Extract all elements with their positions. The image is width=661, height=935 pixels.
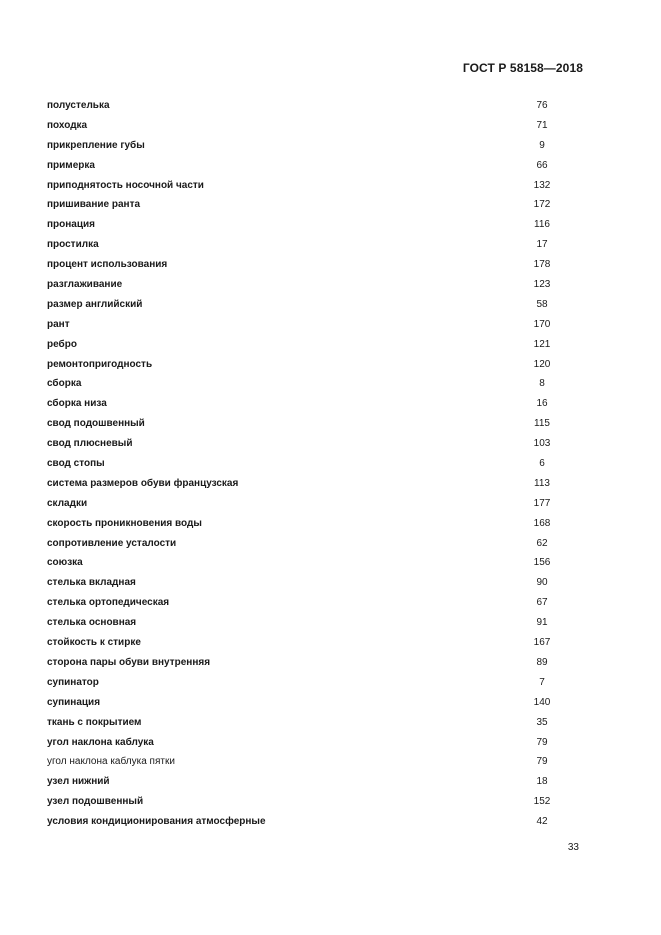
index-page-ref: 76 — [536, 100, 548, 111]
page-number: 33 — [567, 842, 579, 853]
index-page-ref: 120 — [533, 358, 551, 370]
index-term: условия кондиционирования атмосферные — [47, 816, 266, 828]
index-entry — [47, 792, 557, 812]
index-term: сборка — [47, 378, 82, 390]
index-term: угол наклона каблука пятки — [47, 756, 175, 768]
document-header: ГОСТ Р 58158—2018 — [462, 61, 583, 75]
index-entry — [47, 394, 557, 414]
index-entry — [47, 713, 557, 733]
index-entry — [47, 116, 557, 136]
index-entry — [47, 772, 557, 792]
index-page-ref: 17 — [536, 239, 548, 251]
index-entry — [47, 534, 557, 554]
index-entry — [47, 633, 557, 653]
index-page-ref: 42 — [536, 816, 548, 828]
index-term: примерка — [47, 159, 95, 171]
index-page-ref: 152 — [533, 796, 551, 808]
index-page-ref: 168 — [533, 517, 551, 529]
index-page-ref: 91 — [536, 617, 548, 629]
index-page-ref: 140 — [533, 696, 551, 708]
index-page-ref: 67 — [536, 597, 548, 609]
index-page-ref: 58 — [536, 298, 548, 310]
index-page-ref: 178 — [533, 259, 551, 271]
index-term: складки — [47, 497, 88, 509]
index-entry — [47, 315, 557, 335]
index-term: узел подошвенный — [47, 796, 144, 808]
index-page-ref: 103 — [533, 438, 551, 450]
index-term: свод плюсневый — [47, 438, 133, 450]
index-page-ref: 6 — [539, 458, 545, 470]
index-term: рант — [47, 318, 70, 330]
index-entry — [47, 96, 557, 116]
index-entry — [47, 355, 557, 375]
index-entry — [47, 176, 557, 196]
index-entry — [47, 156, 557, 176]
index-page-ref: 167 — [533, 637, 551, 649]
index-entry — [47, 374, 557, 394]
index-page-ref: 62 — [536, 537, 548, 549]
index-entry — [47, 474, 557, 494]
index-page-ref: 18 — [536, 776, 548, 788]
index-term: приподнятость носочной части — [47, 179, 204, 191]
index-term: союзка — [47, 557, 83, 569]
index-page-ref: 116 — [534, 219, 550, 231]
index-page-ref: 177 — [533, 497, 551, 509]
index-page-ref: 132 — [533, 179, 551, 191]
index-term: пришивание ранта — [47, 199, 141, 211]
index-page-ref: 113 — [534, 477, 550, 489]
index-term: сопротивление усталости — [47, 537, 177, 549]
index-page-ref: 170 — [533, 318, 551, 330]
index-entry — [47, 434, 557, 454]
index-page-ref: 79 — [536, 736, 548, 748]
index-term: скорость проникновения воды — [47, 517, 202, 529]
index-term: свод стопы — [47, 458, 105, 470]
index-page-ref: 121 — [533, 338, 551, 350]
index-page-ref: 66 — [536, 159, 548, 171]
subject-index-list — [47, 96, 557, 832]
index-entry — [47, 733, 557, 753]
index-term: супинация — [47, 696, 101, 708]
index-entry — [47, 673, 557, 693]
index-entry — [47, 275, 557, 295]
index-term: ткань с покрытием — [47, 716, 142, 728]
index-term: размер английский — [47, 298, 143, 310]
index-entry — [47, 573, 557, 593]
index-term: стелька основная — [47, 617, 137, 629]
index-term: сборка низа — [47, 398, 107, 410]
index-term: угол наклона каблука — [47, 736, 154, 748]
index-entry — [47, 693, 557, 713]
index-term: сторона пары обуви внутренняя — [47, 656, 211, 668]
index-page-ref: 9 — [539, 139, 545, 151]
index-term: стелька ортопедическая — [47, 597, 170, 609]
index-page-ref: 90 — [536, 577, 548, 589]
index-term: стойкость к стирке — [47, 637, 141, 649]
index-page-ref: 71 — [536, 119, 548, 131]
index-term: система размеров обуви французская — [47, 477, 239, 489]
index-entry — [47, 593, 557, 613]
index-entry — [47, 812, 557, 832]
index-term: свод подошвенный — [47, 418, 145, 430]
index-term: супинатор — [47, 676, 99, 688]
index-entry — [47, 613, 557, 633]
index-term: процент использования — [47, 259, 168, 271]
index-term: полустелька — [47, 100, 110, 111]
index-entry — [47, 514, 557, 534]
index-entry — [47, 136, 557, 156]
index-page-ref: 172 — [533, 199, 551, 211]
index-page-ref: 7 — [539, 676, 545, 688]
index-page-ref: 115 — [534, 418, 550, 430]
index-entry — [47, 414, 557, 434]
index-term: узел нижний — [47, 776, 110, 788]
index-term: простилка — [47, 239, 99, 251]
index-entry — [47, 335, 557, 355]
index-page-ref: 156 — [533, 557, 551, 569]
index-page-ref: 89 — [536, 656, 548, 668]
index-entry — [47, 295, 557, 315]
index-term: разглаживание — [47, 279, 123, 291]
index-term: ремонтопригодность — [47, 358, 153, 370]
index-term: прикрепление губы — [47, 139, 145, 151]
index-entry — [47, 553, 557, 573]
index-page-ref: 8 — [539, 378, 545, 390]
index-entry — [47, 454, 557, 474]
index-entry — [47, 255, 557, 275]
index-term: походка — [47, 119, 88, 131]
index-entry — [47, 215, 557, 235]
index-term: стелька вкладная — [47, 577, 136, 589]
index-page-ref: 123 — [533, 279, 551, 291]
index-entry — [47, 494, 557, 514]
index-entry — [47, 195, 557, 215]
index-page-ref: 16 — [536, 398, 548, 410]
index-term: пронация — [47, 219, 95, 231]
index-entry — [47, 235, 557, 255]
index-term: ребро — [47, 338, 77, 350]
index-entry — [47, 752, 557, 772]
index-page-ref: 79 — [536, 756, 548, 768]
index-entry — [47, 653, 557, 673]
index-page-ref: 35 — [536, 716, 548, 728]
